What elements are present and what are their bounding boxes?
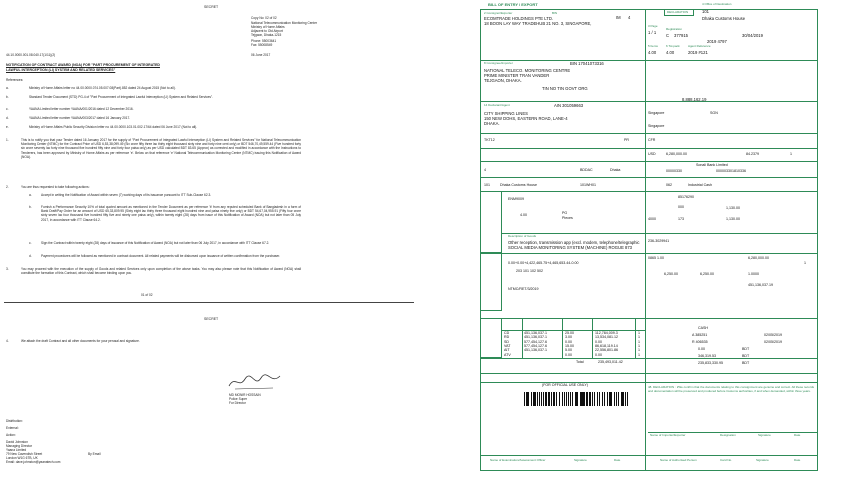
- declarant-address: 150 NEW DOHS, EASTERN ROAD, LANE-4: [484, 116, 568, 121]
- tax-type: RD: [504, 335, 510, 340]
- consignee-name: NATIONAL TELECO. MONITORING CENTRE: [484, 68, 571, 73]
- country-of-origin: Singapore: [648, 124, 665, 128]
- person-date-label: Date: [794, 458, 801, 462]
- hs-code: 85176290: [678, 195, 694, 199]
- barcode-bar: [594, 392, 595, 406]
- barcode-bar: [572, 392, 574, 406]
- signatory-title: Police Super: [229, 397, 248, 401]
- officer-name-label: Name of Examination/Assessment Officer: [490, 458, 546, 462]
- tax-base: 451,136,037.1: [524, 335, 547, 340]
- documents-gutter: [480, 253, 502, 311]
- page-label: 3 Page: [648, 24, 658, 28]
- action-item: Furnish a Performance Security 10% of total quoted amount as mentioned in the Tender Document as per reference 'b' from any reputed scheduled Bank of Bangladesh in a form of Bank Draft/Pay Order for an amount of USD 65,33,809.95 (Sixty eight lac thirty three thousand eight hundred nine and paisa ninety five only) or BDT 54,67,04,955.91 (Fifty four crore sixty seven lac four thousand five hundred fifty five and ninety one paisa only), within twenty eight (28) days from issue of this Notification of Award (NOA) but not later than 05 July 2017, in accordance with ITT Clause 64.2.: [41, 205, 301, 222]
- tax-base: 451,136,037.1: [524, 331, 547, 335]
- signature-label: Signature: [758, 433, 771, 437]
- tax-mp: 1: [638, 352, 640, 357]
- tax-base: 577,454,127.6: [524, 343, 547, 348]
- barcode-bar: [577, 392, 578, 406]
- license-number: 236-3029941: [648, 239, 670, 243]
- fob-value: 8,888,162.19: [682, 97, 707, 102]
- quota-sub: 173: [678, 217, 684, 221]
- bank-branch: Industrial Cash: [688, 183, 712, 187]
- tax-mp: 1: [638, 331, 640, 335]
- grid-line: [502, 233, 818, 234]
- tax-amount: 0.00: [595, 352, 602, 357]
- receipt-date: 02/05/2019: [764, 340, 782, 344]
- grid-line: [480, 101, 818, 102]
- para-number: 1.: [6, 138, 9, 142]
- designation-label: Designation: [720, 433, 736, 437]
- by-email-note: By Email: [88, 452, 101, 456]
- tax-total-label: Total: [576, 360, 584, 364]
- page-divider: [4, 302, 414, 303]
- action-item: Accept in writing the Notification of Award within seven (7) working days of its issuance pursuant to ITT Sub-Clause 62.3.: [41, 193, 212, 197]
- assessment-number: A 385251: [692, 333, 708, 337]
- items-value: 4.00: [648, 50, 657, 55]
- barcode-bar: [599, 392, 601, 406]
- grid-line: [480, 191, 818, 192]
- gross-mass: 1,130.00: [726, 206, 740, 210]
- recipient-line: Managing Director: [6, 444, 33, 448]
- registration-label: Registration: [666, 27, 683, 31]
- tot-pack-value: 4.00: [666, 50, 675, 55]
- net-mass: 1,130.00: [726, 217, 740, 221]
- im-code: IM: [616, 15, 621, 20]
- reference-item: YAANA Limited letter number YAANA/001/2016 dated 12 December 2016.: [29, 107, 134, 111]
- address-line: Adjacent to Old Airport: [251, 29, 283, 33]
- secret-footer: SECRET: [204, 317, 219, 321]
- barcode-bar: [618, 392, 619, 406]
- declaration-code: 101: [702, 9, 709, 14]
- bank-code: 062: [666, 183, 672, 187]
- distribution-label: Distribution:: [6, 419, 23, 423]
- currency: USD: [648, 152, 656, 156]
- barcode-bar: [627, 392, 628, 406]
- tax-mp: 1: [638, 343, 640, 348]
- grid-line: [480, 373, 818, 374]
- grid-line: [480, 133, 818, 134]
- barcode-bar: [559, 392, 561, 406]
- grid-line: [480, 161, 818, 162]
- declaration-text: 48. DECLARATION : I/We confirm that the documents relating to this consignment are genuine and correct. All these records and documentation will be preserved and produced before Customs authorities, if and when demanded, within three years.: [648, 385, 814, 393]
- declarant-label: 14 Declarant/Agent: [484, 103, 510, 107]
- grid-line: [480, 148, 818, 149]
- im-number: 4: [628, 15, 631, 20]
- grid-line: [480, 455, 818, 456]
- currency-bdt: BDT: [742, 354, 750, 358]
- date-label: Date: [794, 433, 801, 437]
- proceed-paragraph: You may proceed with the execution of the supply of Goods and related Services only upon completion of the above tasks. You may also please note that this Notification of Award (NOA) shall constitute the formation of this Contract, which shall become binding upon you.: [21, 267, 301, 276]
- transport-flag: PR: [624, 138, 629, 142]
- attachment-paragraph: We attach the draft Contract and all other documents for your perusal and signature.: [21, 339, 140, 343]
- official-use-label: (FOR OFFICIAL USE ONLY): [542, 383, 588, 387]
- port-code: BDDAC: [580, 168, 593, 172]
- recipient-line: 79 New Cavendish Street: [6, 452, 43, 456]
- sub-letter: d.: [29, 254, 32, 258]
- description-label: Description of Goods: [508, 234, 537, 238]
- currency-bdt: BDT: [742, 347, 750, 351]
- tax-amount: 22,556,801.86: [595, 348, 618, 353]
- supplementary-quantity: 0865 1.00: [648, 256, 664, 260]
- ref-letter: b.: [6, 95, 9, 99]
- grid-line: [645, 382, 646, 471]
- recipient-line: Yaana Limited: [6, 448, 27, 452]
- sub-letter: b.: [29, 205, 32, 209]
- payment-mode: CASH: [698, 326, 708, 330]
- agent-ref-label: Agent Reference: [688, 44, 711, 48]
- ntmc-reference: NTMC/RET/3/2019: [508, 287, 539, 291]
- barcode-bar: [592, 392, 593, 406]
- para-number: 4.: [6, 339, 9, 343]
- consignee-address: TEJGAON, DHAKA.: [484, 78, 522, 83]
- tin-note: TIN NO TIN GOVT ORG: [542, 86, 588, 91]
- manifest-number: 2019 4797: [707, 39, 727, 44]
- grand-total: 235,833,330.95: [698, 361, 723, 365]
- grid-line: [480, 318, 818, 319]
- deduction-2: 6,250.00: [700, 272, 714, 276]
- deduction: 6,250.00: [664, 272, 678, 276]
- tax-type: ATV: [504, 352, 511, 357]
- signatory-name: MD MONIR HOSSAIN: [229, 393, 261, 397]
- barcode-bar: [556, 392, 558, 406]
- items-label: 5 Items: [648, 44, 658, 48]
- tax-rate: 3.00: [565, 335, 572, 340]
- tax-rate: 25.00: [565, 331, 574, 335]
- para-number: 2.: [6, 185, 9, 189]
- notification-title-cont: LAWFUL INTERCEPTION (LI) SYSTEM AND RELATED SERVICES": [6, 68, 116, 72]
- mode-of-transport: 4: [484, 168, 486, 172]
- declarant-name: CITY SHIPPING LINES: [484, 111, 528, 116]
- valuation-method: 1: [804, 261, 806, 265]
- tax-mp: 1: [638, 335, 640, 340]
- recipient-line: David Johnston: [6, 440, 28, 444]
- statistical-value: 451,136,037.19: [748, 283, 773, 287]
- reference-item: YAANA Limited letter number YAANA/003/2017 dated 16 January 2017.: [29, 116, 131, 120]
- exporter-bin-label: BIN: [552, 11, 558, 15]
- item-price: 6,280,000.00: [748, 256, 769, 260]
- tax-amount: 0.00: [595, 339, 602, 344]
- bill-of-entry-page: [452, 0, 857, 482]
- tax-type: SD: [504, 339, 509, 344]
- currency-bdt: BDT: [742, 361, 750, 365]
- declarant-ain: AIN 301059663: [554, 103, 584, 108]
- guarantee-amount: 0.00: [698, 347, 705, 351]
- secret-header: SECRET: [204, 5, 219, 9]
- barcode-bar: [546, 392, 547, 406]
- goods-description-cont: SOCIAL MEDIA MONITORING SYSTEM (MACHINE) ROGUE 873: [508, 245, 633, 250]
- total-fees: 346,319.53: [698, 354, 716, 358]
- officer-date-label: Date: [614, 458, 621, 462]
- letter-date: 06 June 2017: [251, 53, 271, 57]
- address-line: Tejgaon, Dhaka-1215: [251, 33, 282, 37]
- package-count: 4.00: [520, 213, 527, 217]
- lc-number: 00000330: [666, 169, 682, 173]
- reference-item: Ministry of Home Affairs letter no 44.00.0000.074.05.007.08(Part).852 dated 24 August 2015 (Not to all).: [29, 86, 176, 90]
- person-signature-label: Signature: [756, 458, 769, 462]
- signatory-title: For Director: [229, 401, 246, 405]
- barcode-bar: [611, 392, 612, 406]
- tax-rate: 15.00: [565, 343, 574, 348]
- barcode-bar: [534, 392, 536, 406]
- references-label: References:: [6, 78, 24, 82]
- grid-line: [480, 60, 818, 61]
- external-label: External:: [6, 426, 19, 430]
- copy-number: Copy No: 02 of 02: [251, 16, 277, 20]
- signature-image: [225, 371, 285, 393]
- consignee-label: 8 Consignee/Importer: [484, 61, 513, 65]
- sub-letter: a.: [29, 193, 32, 197]
- grid-line: [480, 358, 818, 359]
- tax-rate: 5.00: [565, 348, 572, 353]
- exporter-address: 18 BOON LAY WAY TRADEHUB 21 NO. 3, SINGAPORE,: [484, 21, 592, 26]
- notification-title: NOTIFICATION OF CONTRACT AWARD (NOA) FOR "PART PROCUREMENT OF INTEGRATED: [6, 63, 160, 67]
- package-name: Pieces: [562, 216, 573, 220]
- importer-name-label: Name of Importer/Exporter: [650, 433, 686, 437]
- tax-mp: 1: [638, 339, 640, 344]
- ref-letter: d.: [6, 116, 9, 120]
- packages-gutter: [480, 191, 502, 253]
- grid-line: [635, 318, 636, 358]
- award-paragraph: This is to notify you that your Tender dated 16 January 2017 for the supply of "Part Procurement of Integrated Lawful Interception (LI) System and Related Services" for National Telecommunication Monitoring Center (NTMC) for the Contract Price of USD 6,53,38,099.49 (Six crore fifty three lac thirty eight thousand sixty nine and forty nine cent only) or BDT 546,70,49,559.44 (Five hundred forty six crore seventy lac forty nine thousand five hundred fifty nine and forty four paisa only) as per USD calculated BDT 83.65 (Approx) as corrected and modified in accordance with the Instructions to Tenderers, has been approved by Ministry of Home Affairs as per reference 'e'. Below on that reference 'e' National Telecommunication Monitoring Centre (NTMC) issuing this Notification of Award (NOA).: [21, 138, 301, 159]
- valuation-code: 0.00+0.00+4,422,465.75+4,465,653.44-0.00: [508, 261, 579, 265]
- phone-number: Phone: 55003641: [251, 39, 277, 43]
- invoice-amount: 6,280,000.00: [666, 152, 687, 156]
- country-of-export: Singapore: [648, 111, 665, 115]
- receipt-number: R 406535: [692, 340, 708, 344]
- calculation-gutter: [480, 318, 502, 358]
- tax-rate: 0.00: [565, 352, 572, 357]
- barcode-bar: [597, 392, 598, 406]
- barcode: [524, 392, 630, 406]
- package-code: PG: [562, 211, 568, 215]
- nature-code: 1: [790, 152, 792, 156]
- transport-id: TKT12: [484, 138, 495, 142]
- barcode-bar: [607, 392, 608, 406]
- adjustment: 1.0000: [748, 272, 759, 276]
- location-code: 101WH01: [580, 183, 596, 187]
- barcode-bar: [604, 392, 605, 406]
- lc-number-full: 000003301810336: [716, 169, 746, 173]
- office-name: Dhaka Customs House: [702, 16, 746, 21]
- tax-base: 451,136,037.1: [524, 348, 547, 353]
- sub-letter: c.: [29, 241, 32, 245]
- bill-of-entry-title: BILL OF ENTRY / EXPORT: [488, 2, 538, 7]
- tax-amount: 86,618,119.14: [595, 343, 618, 348]
- tax-amount: 112,784,009.3: [595, 331, 618, 335]
- grid-line: [480, 382, 818, 383]
- consignee-bin: BIN 17041073316: [570, 61, 604, 66]
- agent-ref-value: 2019 #121: [688, 50, 708, 55]
- delivery-terms: CFR: [648, 138, 656, 142]
- barcode-bar: [623, 392, 624, 406]
- grid-line: [562, 318, 563, 358]
- registration-date: 30/04/2019: [742, 33, 763, 38]
- grid-line: [480, 253, 818, 254]
- registration-number: 377915: [674, 33, 688, 38]
- tax-total-value: 235,493,011.42: [598, 360, 623, 364]
- port-name: Dhaka: [610, 168, 621, 172]
- reference-item: Standard Tender Document (STD) PG-4 of "Part Procurement of Integrated Lawful Interception (LI) System and Related Services".: [29, 95, 213, 99]
- valuation-code-cont: 203 101 102 502: [516, 269, 543, 273]
- tax-amount: 13,534,081.12: [595, 335, 618, 340]
- tax-base: 577,454,127.6: [524, 339, 547, 344]
- action-label: Action:: [6, 433, 16, 437]
- grid-line: [645, 9, 646, 382]
- grid-line: [480, 177, 818, 178]
- tax-mp: 1: [638, 348, 640, 353]
- officer-signature-label: Signature: [574, 458, 587, 462]
- barcode-bar: [568, 392, 569, 406]
- exchange-rate: 84.2379: [746, 152, 759, 156]
- para-number: 3.: [6, 267, 9, 271]
- cec-code: SGN: [710, 111, 718, 115]
- tot-pack-label: 6 Tot.pack: [666, 44, 680, 48]
- authorised-person-label: Name of Authorised Person: [660, 458, 697, 462]
- declaration-label: DECLARATION: [667, 10, 689, 14]
- declarant-address: DHAKA.: [484, 121, 500, 126]
- card-no-label: Card No.: [720, 458, 733, 462]
- consignee-address: PRIME MINISTER TRAN VANDER: [484, 73, 550, 78]
- fax-number: Fax: 55008549: [251, 43, 273, 47]
- reference-item: Ministry of Home Affairs Public Security Division letter no 44.00.0000.103.01.002.17/64 dated 06 June 2017 (Not to all).: [29, 125, 198, 129]
- office-entry-name: Dhaka Customs House: [500, 183, 537, 187]
- ref-letter: e.: [6, 125, 9, 129]
- tax-type: AIT: [504, 348, 510, 353]
- office-destination-label: 4 Office of Destination: [702, 2, 732, 6]
- grid-line: [592, 318, 593, 358]
- cpc-code: 000: [678, 205, 684, 209]
- grid-line: [522, 318, 523, 358]
- barcode-bar: [625, 392, 626, 406]
- barcode-bar: [528, 392, 529, 406]
- action-item: Payment procedures will be followed as mentioned in contract document. All related payments will be disbursed upon issuance of written confirmation from the purchaser.: [41, 254, 281, 258]
- actions-paragraph: You are thus requested to take following actions:: [21, 185, 90, 189]
- ref-letter: c.: [6, 107, 9, 111]
- page-number: 01 of 02: [141, 293, 153, 297]
- tax-rate: 0.00: [565, 339, 572, 344]
- c-code: C: [666, 33, 670, 38]
- office-entry-code: 101: [484, 183, 490, 187]
- reference-number: 44.10.0000.001.08.040.17(1/11)(2): [6, 53, 56, 57]
- exporter-name: ECOMTRADE HOLDINGS PTE LTD.: [484, 16, 554, 21]
- tax-type: CD: [504, 331, 510, 335]
- recipient-email: Email: dave.johnston@yaanatech.com: [6, 460, 61, 464]
- marks-numbers: ENM9009: [508, 197, 524, 201]
- notification-letter-page: [0, 0, 420, 482]
- assessment-date: 02/05/2019: [764, 333, 782, 337]
- address-line: Ministry of Home Affairs: [251, 25, 285, 29]
- barcode-bar: [548, 392, 550, 406]
- page-value: 1 / 1: [648, 30, 657, 35]
- recipient-line: London W1G 6TB, UK: [6, 456, 38, 460]
- barcode-bar: [614, 392, 615, 406]
- address-line: National Telecommunication Monitoring Center: [251, 21, 318, 25]
- ref-letter: a.: [6, 86, 9, 90]
- bank-name: Sonali Bank Limited: [696, 163, 728, 167]
- goods-description: Other reception, transmission app (excl. modem, telephone/telegraphic: [508, 240, 640, 245]
- barcode-bar: [543, 392, 544, 406]
- action-item: Sign the Contract within twenty eight (28) days of issuance of this Notification of Award (NOA) but not later than 06 July 2017, in accordance with ITT Clause 67.2.: [41, 241, 270, 245]
- quota-code: 4000: [648, 217, 656, 221]
- tax-type: VAT: [504, 343, 511, 348]
- exporter-label: 2 Consignor/Exporter: [484, 11, 513, 15]
